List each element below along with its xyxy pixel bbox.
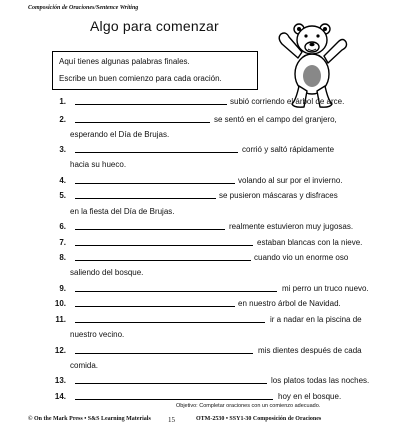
exercise-item (0, 191, 400, 205)
answer-blank[interactable] (75, 122, 210, 123)
item-number: 5. (59, 191, 66, 200)
item-ending: realmente estuvieron muy jugosas. (229, 222, 354, 231)
exercise-item (0, 145, 400, 159)
item-continuation: comida. (70, 361, 99, 370)
item-ending: los platos todas las noches. (271, 376, 370, 385)
item-continuation: saliendo del bosque. (70, 268, 144, 277)
item-continuation: esperando el Día de Brujas. (70, 130, 170, 139)
exercise-item (0, 315, 400, 329)
item-ending: se sentó en el campo del granjero, (214, 115, 337, 124)
series-header: Composición de Oraciones/Sentence Writing (28, 5, 139, 11)
item-number: 13. (54, 376, 66, 385)
instruction-line: Aquí tienes algunas palabras finales. (59, 57, 190, 66)
answer-blank[interactable] (75, 322, 265, 323)
page-title: Algo para comenzar (90, 18, 219, 34)
answer-blank[interactable] (75, 260, 251, 261)
exercise-item (0, 115, 400, 129)
answer-blank[interactable] (75, 183, 235, 184)
answer-blank[interactable] (75, 229, 225, 230)
exercise-item (0, 176, 400, 190)
answer-blank[interactable] (75, 152, 238, 153)
publisher-credit: © On the Mark Press • S&S Learning Materials (28, 416, 151, 422)
item-ending: mis dientes después de cada (258, 346, 362, 355)
exercise-item (0, 97, 400, 111)
item-ending: estaban blancas con la nieve. (257, 238, 363, 247)
bear-illustration (272, 16, 350, 110)
item-number: 12. (54, 346, 66, 355)
objective-note: Objetivo: Completar oraciones con un comienzo adecuado. (176, 403, 321, 409)
answer-blank[interactable] (75, 383, 267, 384)
item-number: 2. (59, 115, 66, 124)
item-ending: cuando vio un enorme oso (254, 253, 349, 262)
item-number: 9. (59, 284, 66, 293)
exercise-item (0, 253, 400, 267)
item-number: 3. (59, 145, 66, 154)
item-ending: hoy en el bosque. (278, 392, 342, 401)
item-number: 8. (59, 253, 66, 262)
item-continuation: hacia su hueco. (70, 160, 127, 169)
instruction-line: Escribe un buen comienzo para cada oración. (59, 74, 222, 83)
item-number: 1. (59, 97, 66, 106)
item-continuation: en la fiesta del Día de Brujas. (70, 207, 175, 216)
item-continuation: nuestro vecino. (70, 330, 125, 339)
item-number: 14. (54, 392, 66, 401)
answer-blank[interactable] (75, 306, 235, 307)
item-ending: mi perro un truco nuevo. (282, 284, 369, 293)
page-number: 15 (168, 416, 175, 424)
answer-blank[interactable] (75, 198, 216, 199)
exercise-item (0, 346, 400, 360)
answer-blank[interactable] (75, 245, 253, 246)
item-ending: se pusieron máscaras y disfraces (219, 191, 338, 200)
answer-blank[interactable] (75, 291, 277, 292)
exercise-item (0, 284, 400, 298)
item-number: 7. (59, 238, 66, 247)
instructions-box (52, 51, 258, 90)
item-number: 11. (55, 315, 66, 324)
item-number: 10. (54, 299, 66, 308)
item-ending: volando al sur por el invierno. (238, 176, 343, 185)
answer-blank[interactable] (75, 353, 253, 354)
product-code: OTM-2530 • SSY1-30 Composición de Oraciones (196, 416, 322, 422)
item-ending: corrió y saltó rápidamente (242, 145, 335, 154)
item-ending: ir a nadar en la piscina de (270, 315, 362, 324)
item-ending: en nuestro árbol de Navidad. (238, 299, 341, 308)
exercise-item (0, 299, 400, 313)
answer-blank[interactable] (75, 104, 227, 105)
item-number: 6. (59, 222, 66, 231)
exercise-item (0, 238, 400, 252)
item-ending: subió corriendo el árbol de arce. (230, 97, 345, 106)
item-number: 4. (59, 176, 66, 185)
exercise-item (0, 222, 400, 236)
answer-blank[interactable] (75, 399, 273, 400)
exercise-item (0, 376, 400, 390)
